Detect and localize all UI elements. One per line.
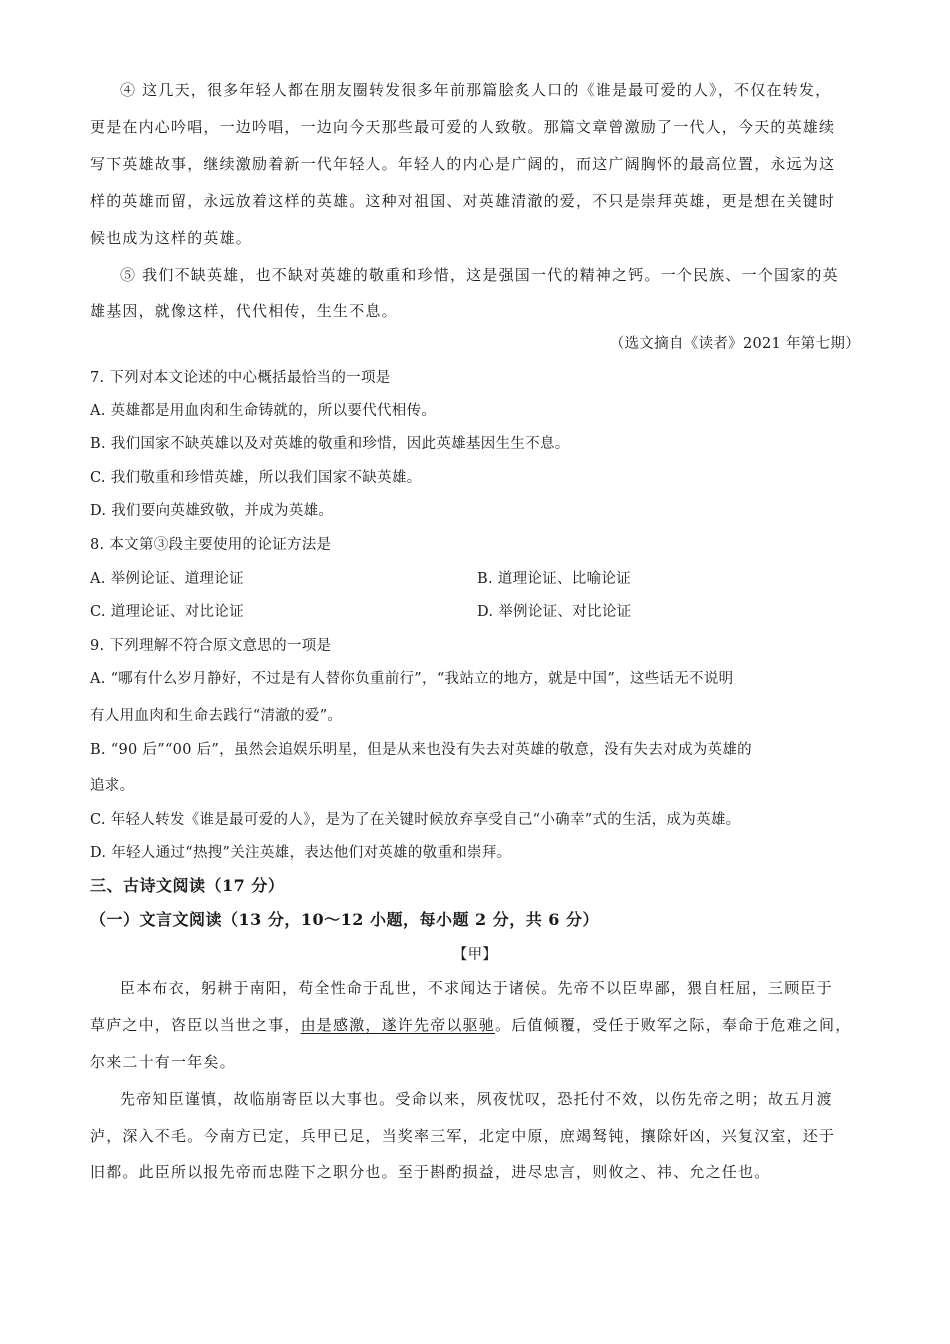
paragraph-4-line-2: 更是在内心吟唱，一边吟唱，一边向今天那些最可爱的人致敬。那篇文章曾激励了一代人，今天的英雄续 bbox=[90, 118, 836, 136]
classical-p2-line-3: 旧都。此臣所以报先帝而忠陛下之职分也。至于斟酌损益，进尽忠言，则攸之、祎、允之任也。 bbox=[90, 1163, 771, 1181]
classical-p1-line-2-start: 草庐之中，咨臣以当世之事， bbox=[90, 1016, 301, 1034]
question-8-option-a: A. 举例论证、道理论证 bbox=[90, 571, 244, 587]
section-3-subtitle: （一）文言文阅读（13 分，10～12 小题，每小题 2 分，共 6 分） bbox=[90, 910, 599, 929]
source-citation: （选文摘自《读者》2021 年第七期） bbox=[609, 336, 860, 352]
question-9-option-b-line-2: 追求。 bbox=[90, 778, 135, 794]
question-9-option-a-line-1: A. “哪有什么岁月静好，不过是有人替你负重前行”，“我站立的地方，就是中国”，这些话无不说明 bbox=[90, 671, 734, 687]
paragraph-5-line-2: 雄基因，就像这样，代代相传，生生不息。 bbox=[90, 302, 398, 320]
question-8-stem: 8. 本文第③段主要使用的论证方法是 bbox=[90, 537, 332, 553]
paragraph-4-line-4: 样的英雄而留，永远放着这样的英雄。这种对祖国、对英雄清澈的爱，不只是崇拜英雄，更是想在关键时 bbox=[90, 192, 836, 210]
question-9-stem: 9. 下列理解不符合原文意思的一项是 bbox=[90, 638, 332, 654]
paragraph-5-line-1: ⑤ 我们不缺英雄，也不缺对英雄的敬重和珍惜，这是强国一代的精神之钙。一个民族、一个国家的英 bbox=[120, 266, 839, 284]
question-9-option-a-line-2: 有人用血肉和生命去践行“清澈的爱”。 bbox=[90, 708, 343, 724]
classical-p1-line-2-end: 。后值倾覆，受任于败军之际，奉命于危难之间， bbox=[495, 1016, 852, 1034]
question-7-option-d: D. 我们要向英雄致敬，并成为英雄。 bbox=[90, 503, 334, 519]
classical-p1-line-1: 臣本布衣，躬耕于南阳，苟全性命于乱世，不求闻达于诸侯。先帝不以臣卑鄙，猥自枉屈，三顾臣于 bbox=[120, 979, 833, 997]
question-9-option-b-line-1: B. “90 后”“00 后”，虽然会追娱乐明星，但是从来也没有失去对英雄的敬意，没有失去对成为英雄的 bbox=[90, 742, 752, 758]
passage-jia-label: 【甲】 bbox=[452, 947, 498, 963]
question-7-stem: 7. 下列对本文论述的中心概括最恰当的一项是 bbox=[90, 370, 391, 386]
classical-p2-line-2: 泸，深入不毛。今南方已定，兵甲已足，当奖率三军，北定中原，庶竭驽钝，攘除奸凶，兴复汉室，还于 bbox=[90, 1127, 836, 1145]
question-9-option-c: C. 年轻人转发《谁是最可爱的人》，是为了在关键时候放弃享受自己“小确幸”式的生活，成为英雄。 bbox=[90, 812, 741, 828]
classical-p2-line-1: 先帝知臣谨慎，故临崩寄臣以大事也。受命以来，夙夜忧叹，恐托付不效，以伤先帝之明；故五月渡 bbox=[120, 1090, 833, 1108]
paragraph-4-line-3: 写下英雄故事，继续激励着新一代年轻人。年轻人的内心是广阔的，而这广阔胸怀的最高位置，永远为这 bbox=[90, 155, 836, 173]
question-8-option-d: D. 举例论证、对比论证 bbox=[477, 604, 632, 620]
question-7-option-b: B. 我们国家不缺英雄以及对英雄的敬重和珍惜，因此英雄基因生生不息。 bbox=[90, 436, 570, 452]
classical-p1-line-2 bbox=[90, 1015, 851, 1035]
paragraph-4-line-1: ④ 这几天，很多年轻人都在朋友圈转发很多年前那篇脍炙人口的《谁是最可爱的人》，不仅在转发， bbox=[120, 81, 832, 99]
question-7-option-a: A. 英雄都是用血肉和生命铸就的，所以要代代相传。 bbox=[90, 403, 437, 419]
question-8-option-b: B. 道理论证、比喻论证 bbox=[477, 571, 631, 587]
underlined-sentence: 由是感激，遂许先帝以驱驰 bbox=[300, 1016, 496, 1034]
question-8-option-c: C. 道理论证、对比论证 bbox=[90, 604, 244, 620]
question-9-option-d: D. 年轻人通过“热搜”关注英雄，表达他们对英雄的敬重和崇拜。 bbox=[90, 845, 512, 861]
question-7-option-c: C. 我们敬重和珍惜英雄，所以我们国家不缺英雄。 bbox=[90, 470, 422, 486]
paragraph-4-line-5: 候也成为这样的英雄。 bbox=[90, 229, 253, 247]
section-3-title: 三、古诗文阅读（17 分） bbox=[90, 876, 285, 895]
classical-p1-line-3: 尔来二十有一年矣。 bbox=[90, 1053, 236, 1071]
